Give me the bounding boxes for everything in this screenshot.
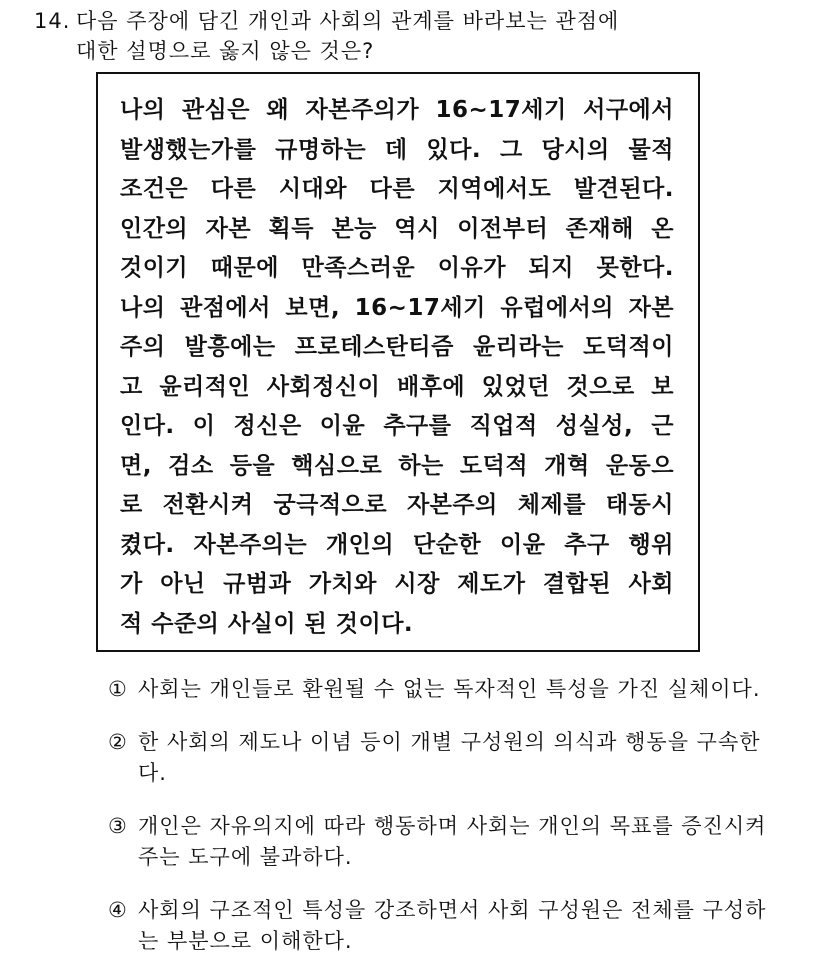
option-4[interactable]: [108, 895, 768, 957]
passage-line: 가 아닌 규범과 가치와 시장 제도가 결합된 사회: [120, 571, 674, 597]
passage-line: 면, 검소 등을 핵심으로 하는 도덕적 개혁 운동으: [120, 452, 674, 479]
option-marker: ③: [108, 814, 128, 838]
passage-line: 고 윤리적인 사회정신이 배후에 있었던 것으로 보: [120, 373, 674, 400]
question-number: 14.: [34, 9, 71, 33]
answer-options: [108, 674, 768, 979]
passage-line: 발생했는가를 규명하는 데 있다. 그 당시의 물적: [120, 136, 674, 163]
passage-line: 것이기 때문에 만족스러운 이유가 되지 못한다.: [120, 255, 674, 281]
option-text: 개인은 자유의지에 따라 행동하며 사회는 개인의 목표를 증진시켜 주는 도구에 불과하다.: [138, 814, 767, 869]
option-marker: ④: [108, 898, 128, 922]
passage-line: 나의 관점에서 보면, 16~17세기 유럽에서의 자본: [120, 294, 674, 321]
option-marker: ②: [108, 730, 128, 754]
passage-line: 조건은 다른 시대와 다른 지역에서도 발견된다.: [120, 176, 674, 202]
question-stem: [34, 6, 619, 66]
question-text-line2: 대한 설명으로 옳지 않은 것은?: [76, 39, 375, 63]
option-text: 사회는 개인들로 환원될 수 없는 독자적인 특성을 가진 실체이다.: [138, 677, 761, 701]
question-text-line1: 다음 주장에 담긴 개인과 사회의 관계를 바라보는 관점에: [76, 9, 620, 33]
passage-line: 켰다. 자본주의는 개인의 단순한 이윤 추구 행위: [120, 531, 674, 558]
passage-line: 인다. 이 정신은 이윤 추구를 직업적 성실성, 근: [120, 413, 674, 439]
passage-line: 인간의 자본 획득 본능 역시 이전부터 존재해 온: [120, 215, 674, 242]
option-marker: ①: [108, 677, 128, 701]
option-text: 사회의 구조적인 특성을 강조하면서 사회 구성원은 전체를 구성하는 부분으로 이해한다.: [138, 898, 767, 953]
option-1[interactable]: [108, 674, 768, 705]
passage-box: [96, 72, 700, 652]
option-2[interactable]: [108, 727, 768, 789]
passage-line: 로 전환시켜 궁극적으로 자본주의 체제를 태동시: [120, 492, 674, 518]
option-3[interactable]: [108, 811, 768, 873]
option-text: 한 사회의 제도나 이념 등이 개별 구성원의 의식과 행동을 구속한다.: [138, 730, 761, 785]
passage-line: 주의 발흥에는 프로테스탄티즘 윤리라는 도덕적이: [120, 334, 674, 360]
passage-line: 나의 관심은 왜 자본주의가 16~17세기 서구에서: [120, 97, 674, 123]
passage-line: 적 수준의 사실이 된 것이다.: [120, 610, 414, 637]
